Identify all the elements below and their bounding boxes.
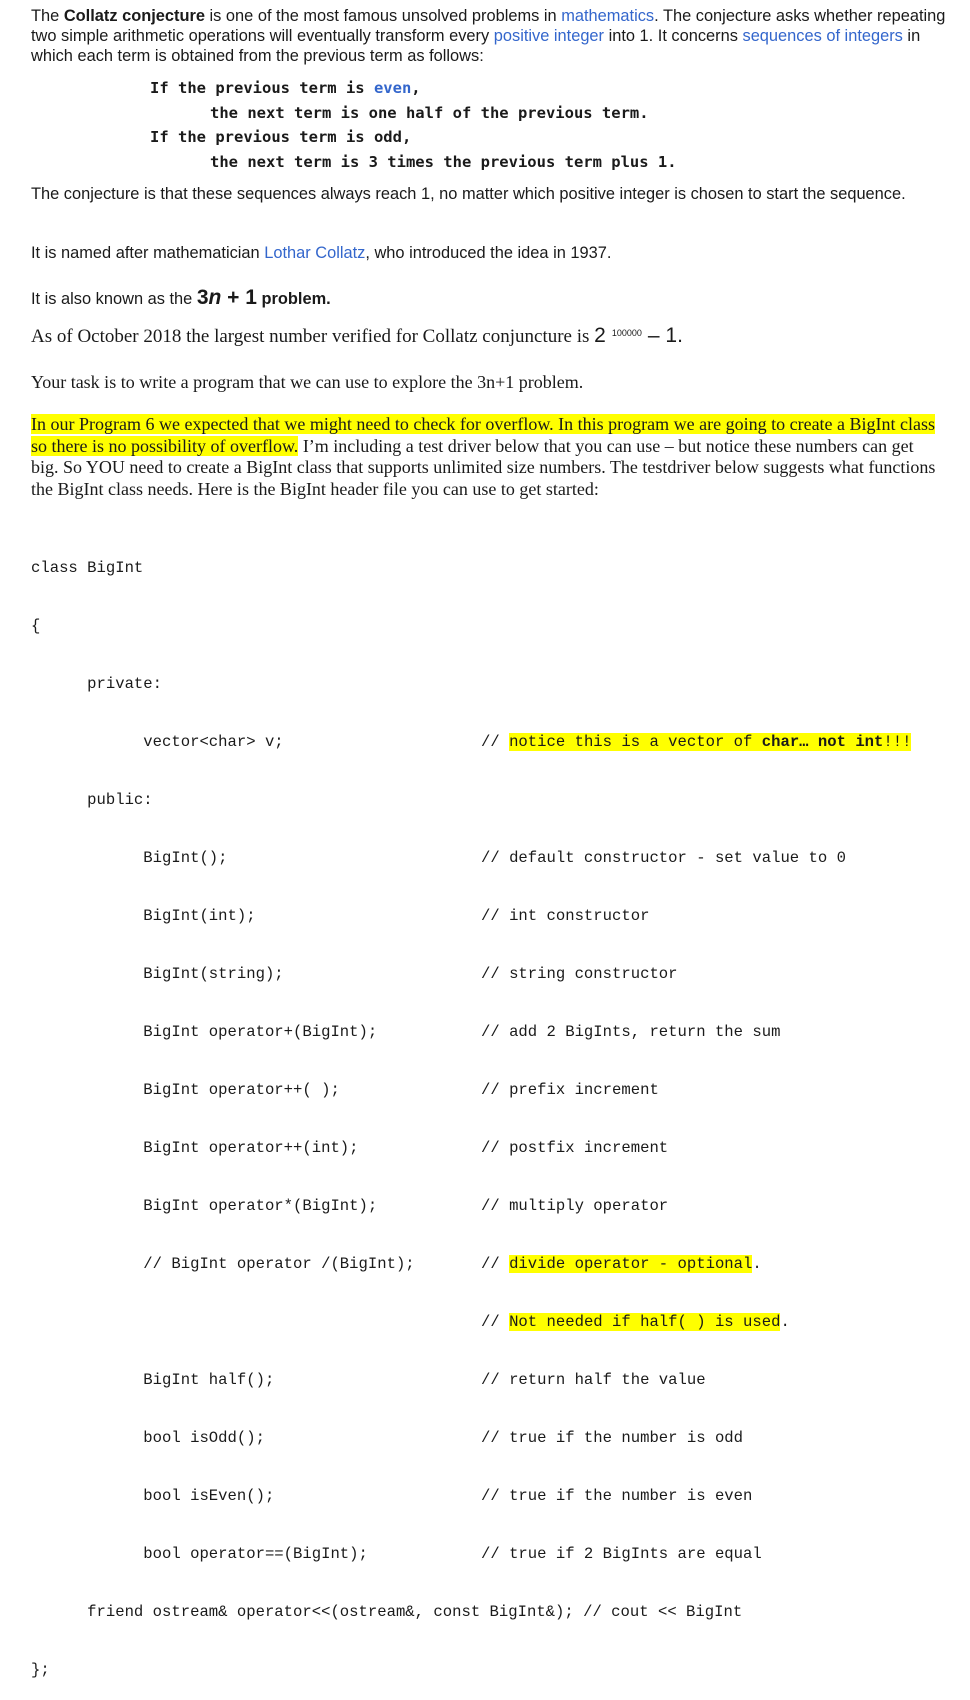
rule-line-3: If the previous term is odd, — [150, 128, 412, 146]
code-comment — [481, 1313, 790, 1332]
collatz-term: Collatz conjecture — [63, 7, 205, 25]
link-positive-integer[interactable]: positive integer — [493, 27, 605, 45]
plus-one: + 1 — [221, 286, 257, 309]
code-comment: // prefix increment — [481, 1080, 659, 1099]
code-comment: // multiply operator — [481, 1197, 669, 1216]
bigint-text: I’m including a test driver below that you can use – but notice these numbers can get big. So YOU need to create a BigInt class that supports unlimited size numbers. The testdriver below suggests what functions the BigInt class needs. Here is the BigInt header file you can use to get started: — [31, 435, 936, 499]
code-line — [31, 1255, 762, 1274]
code-text: vector<char> v; — [31, 732, 284, 751]
power-expression — [594, 324, 683, 347]
intro-text: into 1. It concerns — [604, 27, 743, 45]
code-text: private: — [31, 674, 163, 693]
rule-text: If the previous term is — [150, 79, 374, 97]
code-comment: // default constructor - set value to 0 — [481, 848, 846, 867]
code-text: !!! — [883, 732, 912, 751]
code-line — [31, 617, 742, 636]
rule-text: , — [411, 79, 421, 97]
problem-word: problem. — [256, 290, 331, 308]
intro-paragraph — [31, 6, 951, 66]
code-text: . — [780, 1313, 790, 1332]
code-comment: // add 2 BigInts, return the sum — [481, 1022, 781, 1041]
link-lothar-collatz[interactable]: Lothar Collatz — [264, 244, 366, 262]
intro-text: The — [31, 7, 64, 25]
code-line — [31, 1545, 762, 1564]
conjecture-paragraph: The conjecture is that these sequences always reach 1, no matter which positive integer is chosen to start the sequence. — [31, 185, 906, 203]
n-variable: n — [208, 286, 222, 309]
highlighted-comment: Not needed if half( ) is used — [509, 1313, 781, 1332]
code-line — [31, 1429, 742, 1448]
code-line — [31, 965, 742, 984]
code-line — [31, 907, 742, 926]
highlighted-text: In our Program 6 we expected that we might need to check for overflow. In this program we are going to create a BigInt class so there is no possibility of overflow. — [31, 414, 936, 456]
highlighted-comment: divide operator - optional — [509, 1255, 753, 1274]
code-line — [31, 1313, 790, 1332]
code-text: // — [481, 1255, 510, 1274]
verified-text: As of October 2018 the largest number verified for Collatz conjuncture is — [31, 326, 595, 347]
intro-text: in which each term is obtained from the previous term as follows: — [31, 27, 921, 65]
three-digit: 3 — [196, 286, 209, 309]
code-text: BigInt operator*(BigInt); — [31, 1197, 378, 1216]
code-text: }; — [31, 1661, 50, 1680]
code-comment: // true if 2 BigInts are equal — [481, 1545, 762, 1564]
code-text: char… not int — [761, 732, 884, 751]
known-as-paragraph — [31, 284, 331, 313]
named-text: , who introduced the idea in 1937. — [365, 244, 612, 262]
code-line — [31, 1197, 742, 1216]
power-base: 2 — [594, 324, 606, 347]
rule-line-1 — [150, 76, 421, 100]
code-text: . — [752, 1255, 762, 1274]
code-text: BigInt operator++( ); — [31, 1080, 340, 1099]
named-after-paragraph — [31, 243, 611, 263]
link-sequences-of-integers[interactable]: sequences of integers — [742, 27, 903, 45]
code-text: bool operator==(BigInt); — [31, 1545, 368, 1564]
code-text: bool isOdd(); — [31, 1429, 265, 1448]
intro-text: is one of the most famous unsolved problems in — [204, 7, 562, 25]
bigint-paragraph — [31, 414, 941, 500]
link-even[interactable]: even — [373, 79, 412, 97]
known-text: It is also known as the — [31, 290, 197, 308]
intro-text: . The conjecture asks whether repeating two simple arithmetic operations will eventually transform every — [31, 7, 946, 45]
named-text: It is named after mathematician — [31, 244, 265, 262]
code-text: // BigInt operator /(BigInt); — [31, 1255, 415, 1274]
minus-one: – 1. — [647, 324, 683, 347]
code-text: friend ostream& operator<<(ostream&, const BigInt&); // cout << BigInt — [31, 1603, 743, 1622]
code-line — [31, 675, 742, 694]
power-exponent: 100000 — [611, 328, 642, 338]
code-text: // — [481, 732, 510, 751]
rule-line-2: the next term is one half of the previous term. — [210, 104, 649, 122]
rule-line-4: the next term is 3 times the previous term plus 1. — [210, 153, 677, 171]
code-text: BigInt(string); — [31, 964, 284, 983]
code-text: BigInt operator++(int); — [31, 1139, 359, 1157]
link-mathematics[interactable]: mathematics — [561, 7, 655, 25]
code-text: // — [481, 1313, 510, 1332]
code-line — [31, 732, 912, 752]
code-line — [31, 1371, 742, 1390]
code-text: bool isEven(); — [31, 1487, 275, 1506]
code-line — [31, 1022, 781, 1042]
task-paragraph: Your task is to write a program that we can use to explore the 3n+1 problem. — [31, 372, 584, 392]
code-text: BigInt half(); — [31, 1371, 275, 1390]
highlighted-comment — [509, 733, 911, 751]
code-text: BigInt operator+(BigInt); — [31, 1022, 378, 1041]
three-n-plus-one — [197, 286, 257, 309]
code-text: BigInt(); — [31, 848, 228, 867]
code-comment: // return half the value — [481, 1371, 706, 1390]
code-line — [31, 1487, 753, 1506]
verified-paragraph — [31, 320, 683, 350]
code-line — [31, 1081, 742, 1100]
code-comment: // int constructor — [481, 906, 650, 925]
code-comment: // postfix increment — [481, 1139, 669, 1157]
code-comment — [481, 733, 911, 752]
code-text: { — [31, 616, 41, 635]
code-line — [31, 559, 742, 578]
code-line — [31, 1139, 742, 1158]
code-comment: // true if the number is odd — [481, 1429, 744, 1448]
code-text: BigInt(int); — [31, 906, 256, 925]
code-line — [31, 1661, 742, 1680]
code-line — [31, 848, 846, 868]
bigint-header-code — [31, 520, 912, 1700]
code-text: public: — [31, 790, 153, 809]
code-comment: // string constructor — [481, 964, 678, 983]
code-text: notice this is a vector of — [509, 732, 762, 751]
code-text: class BigInt — [31, 558, 144, 577]
code-comment — [481, 1255, 762, 1274]
code-line — [31, 1603, 742, 1622]
code-line — [31, 791, 742, 810]
code-comment: // true if the number is even — [481, 1487, 753, 1506]
